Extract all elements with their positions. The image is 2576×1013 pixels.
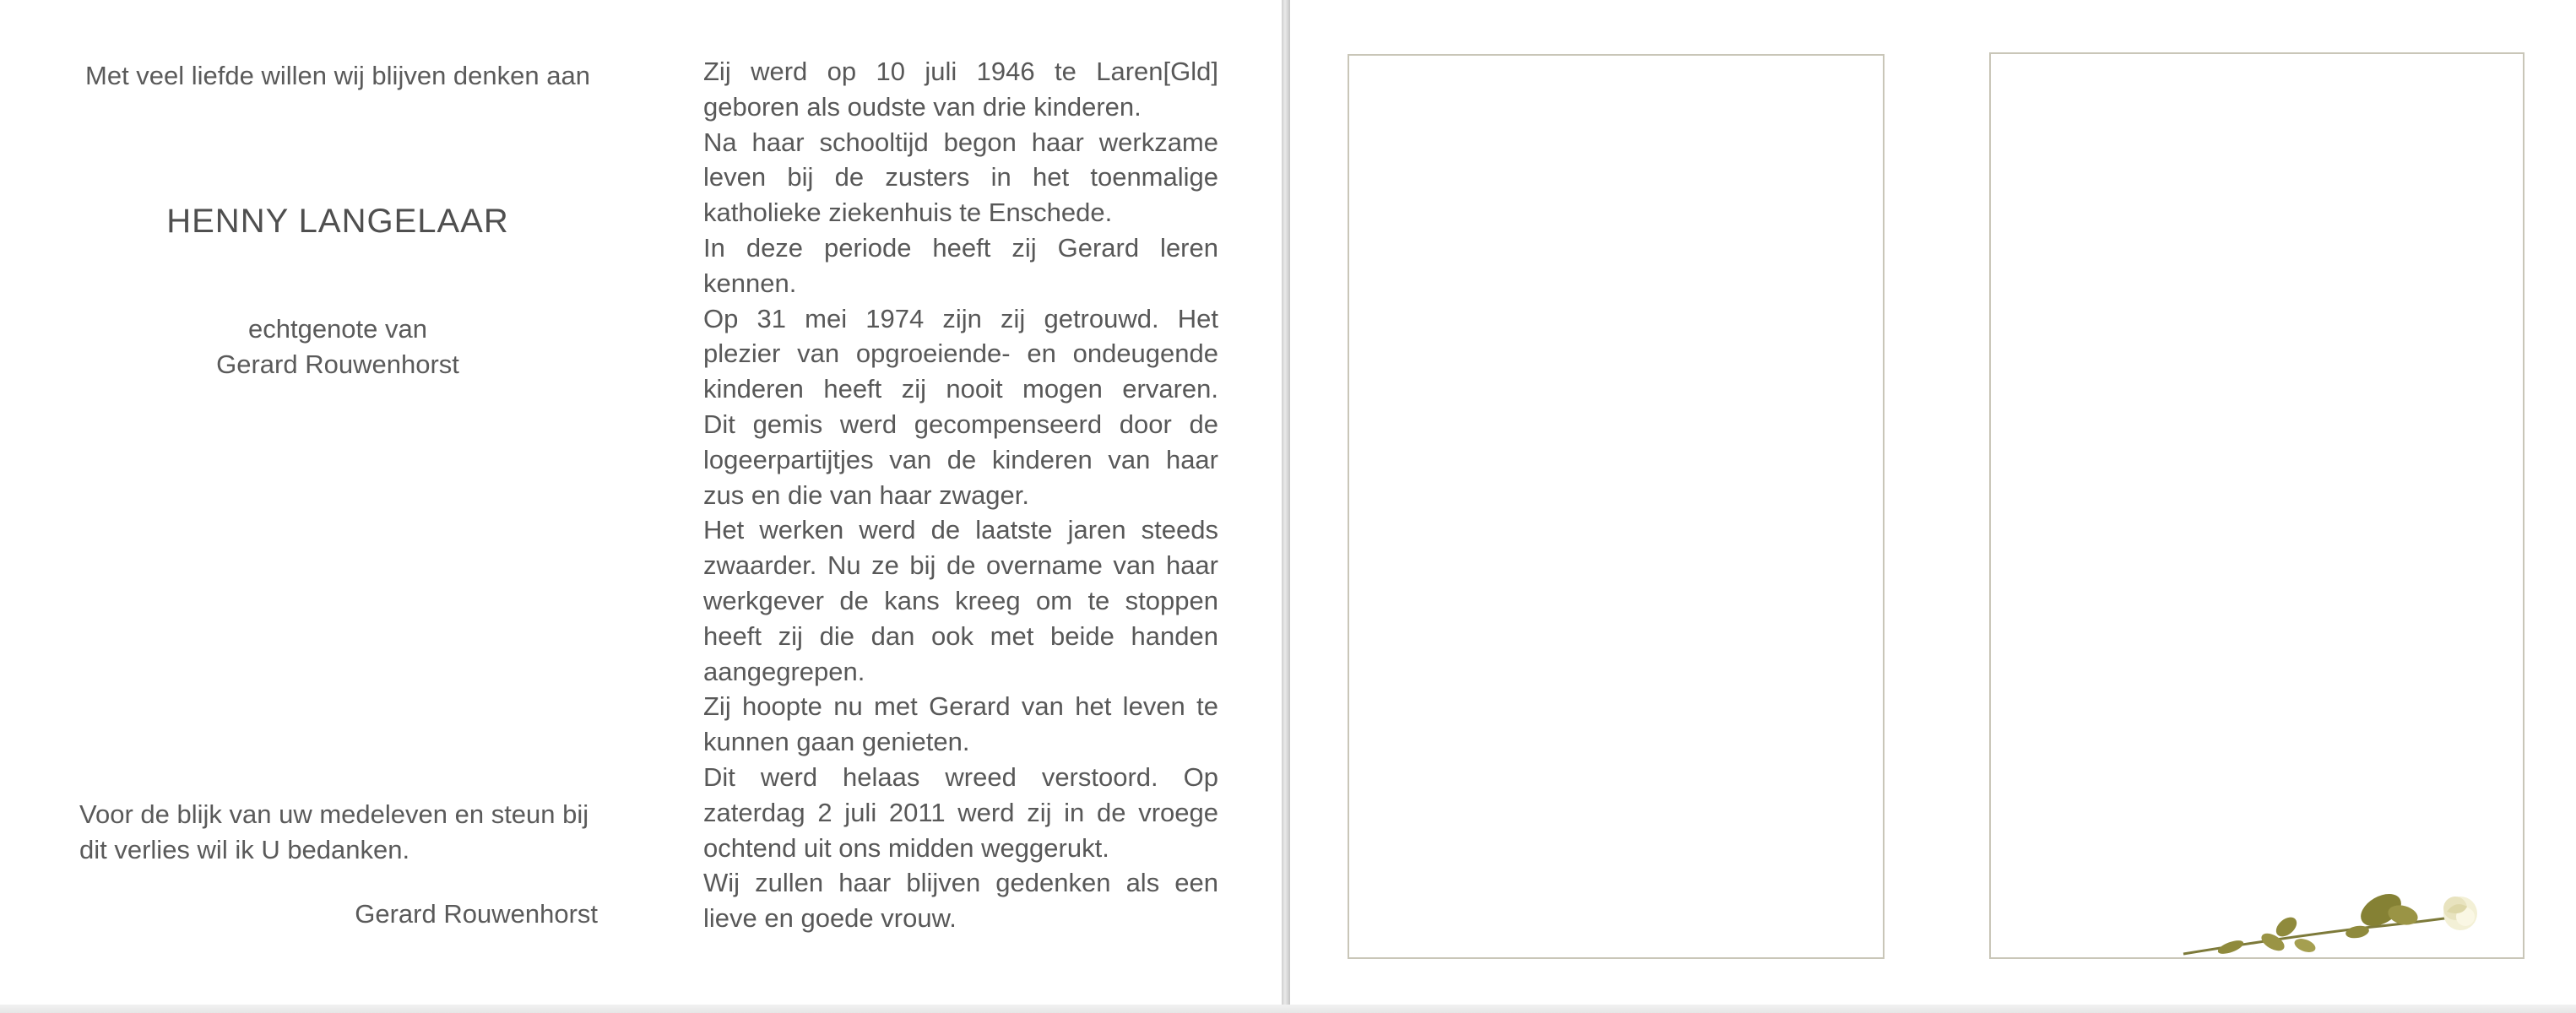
biography-line: zwaarder. Nu ze bij de overname van haar	[703, 550, 1218, 581]
card-fold	[1282, 0, 1290, 1010]
biography-line: ochtend uit ons midden weggerukt.	[703, 832, 1109, 863]
biography-line: geboren als oudste van drie kinderen.	[703, 91, 1142, 122]
biography-line: In deze periode heeft zij Gerard leren	[703, 232, 1218, 263]
biography-line: kunnen gaan genieten.	[703, 727, 970, 757]
biography-line: Na haar schooltijd begon haar werkzame	[703, 127, 1218, 157]
biography-line: werkgever de kans kreeg om te stoppen	[703, 585, 1218, 615]
spouse-label: echtgenote van	[247, 314, 427, 344]
signature: Gerard Rouwenhorst	[355, 899, 598, 929]
biography-line: kinderen heeft zij nooit mogen ervaren.	[703, 374, 1218, 404]
deceased-name: HENNY LANGELAAR	[166, 203, 509, 240]
biography-line: lieve en goede vrouw.	[703, 903, 957, 934]
biography-line: leven bij de zusters in het toenmalige	[703, 162, 1218, 192]
biography-line: katholieke ziekenhuis te Enschede.	[703, 198, 1113, 228]
biography-line: Op 31 mei 1974 zijn zij getrouwd. Het	[703, 303, 1218, 333]
biography-line: zaterdag 2 juli 2011 werd zij in de vroege	[703, 797, 1218, 827]
photo-frame-right	[1989, 52, 2524, 959]
intro-text: Met veel liefde willen wij blijven denken aan	[85, 61, 590, 90]
thanks-text: Voor de blijk van uw medeleven en steun bij dit verlies wil ik U bedanken.	[79, 799, 589, 864]
biography-line: zus en die van haar zwager.	[703, 479, 1030, 510]
rose-icon	[2178, 878, 2491, 971]
spouse-name: Gerard Rouwenhorst	[216, 349, 459, 379]
biography-line: kennen.	[703, 268, 797, 298]
biography-line: logeerpartijtjes van de kinderen van haar	[703, 444, 1218, 474]
biography-line: Wij zullen haar blijven gedenken als een	[703, 868, 1218, 898]
photo-frame-left	[1348, 54, 1885, 959]
biography-line: Het werken werd de laatste jaren steeds	[703, 515, 1218, 545]
biography-line: Zij hoopte nu met Gerard van het leven te	[703, 691, 1218, 722]
card-bottom-edge	[0, 1005, 2576, 1013]
biography-line: Dit werd helaas wreed verstoord. Op	[703, 761, 1218, 792]
biography-text	[703, 54, 1218, 936]
biography-line: Zij werd op 10 juli 1946 te Laren[Gld]	[703, 57, 1218, 86]
biography-line: aangegrepen.	[703, 656, 865, 686]
biography-line: heeft zij die dan ook met beide handen	[703, 620, 1218, 651]
biography-line: Dit gemis werd gecompenseerd door de	[703, 409, 1218, 439]
biography-line: plezier van opgroeiende- en ondeugende	[703, 339, 1218, 369]
card-left-page	[0, 0, 1282, 1005]
